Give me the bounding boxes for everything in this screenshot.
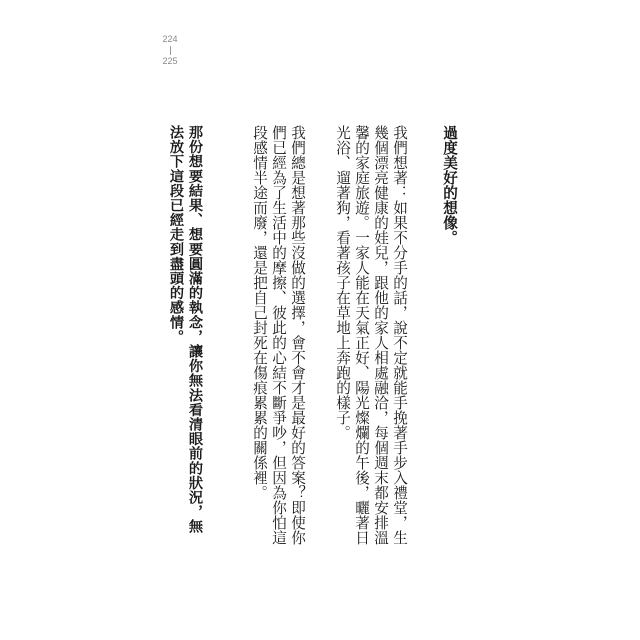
paragraph-1-line-4: 光浴、遛著狗，看著孩子在草地上奔跑的樣子。 [334,125,351,440]
paragraph-2-line-2: 們已經為了生活中的摩擦、彼此的心結不斷爭吵，但因為你怕這 [270,125,287,545]
page-numbers [158,34,182,67]
heading-line: 過度美好的想像。 [441,125,458,245]
paragraph-3-line-2: 法放下這段已經走到盡頭的感情。 [168,125,184,344]
paragraph-2 [250,125,307,545]
paragraph-3-emphasis [166,125,204,534]
paragraph-1-line-3: 馨的家庭旅遊。一家人能在天氣正好、陽光燦爛的午後，曬著日 [353,125,370,545]
paragraph-2-line-3: 段感情半途而廢，還是把自己封死在傷痕累累的關係裡。 [251,125,268,500]
paragraph-1 [333,125,409,545]
page-number-right: 225 [162,56,178,66]
paragraph-1-line-2: 幾個漂亮健康的娃兒，跟他的家人相處融洽，每個週末都安排溫 [372,125,389,545]
page-number-left: 224 [162,34,178,44]
paragraph-3-line-1: 那份想要結果、想要圓滿的執念，讓你無法看清眼前的狀況，無 [187,125,203,534]
paragraph-1-line-1: 我們想著：如果不分手的話，說不定就能手挽著手步入禮堂，生 [391,125,408,545]
page-number-separator [170,46,171,55]
paragraph-2-line-1: 我們總是想著那些沒做的選擇，會不會才是最好的答案？即使你 [289,125,306,545]
